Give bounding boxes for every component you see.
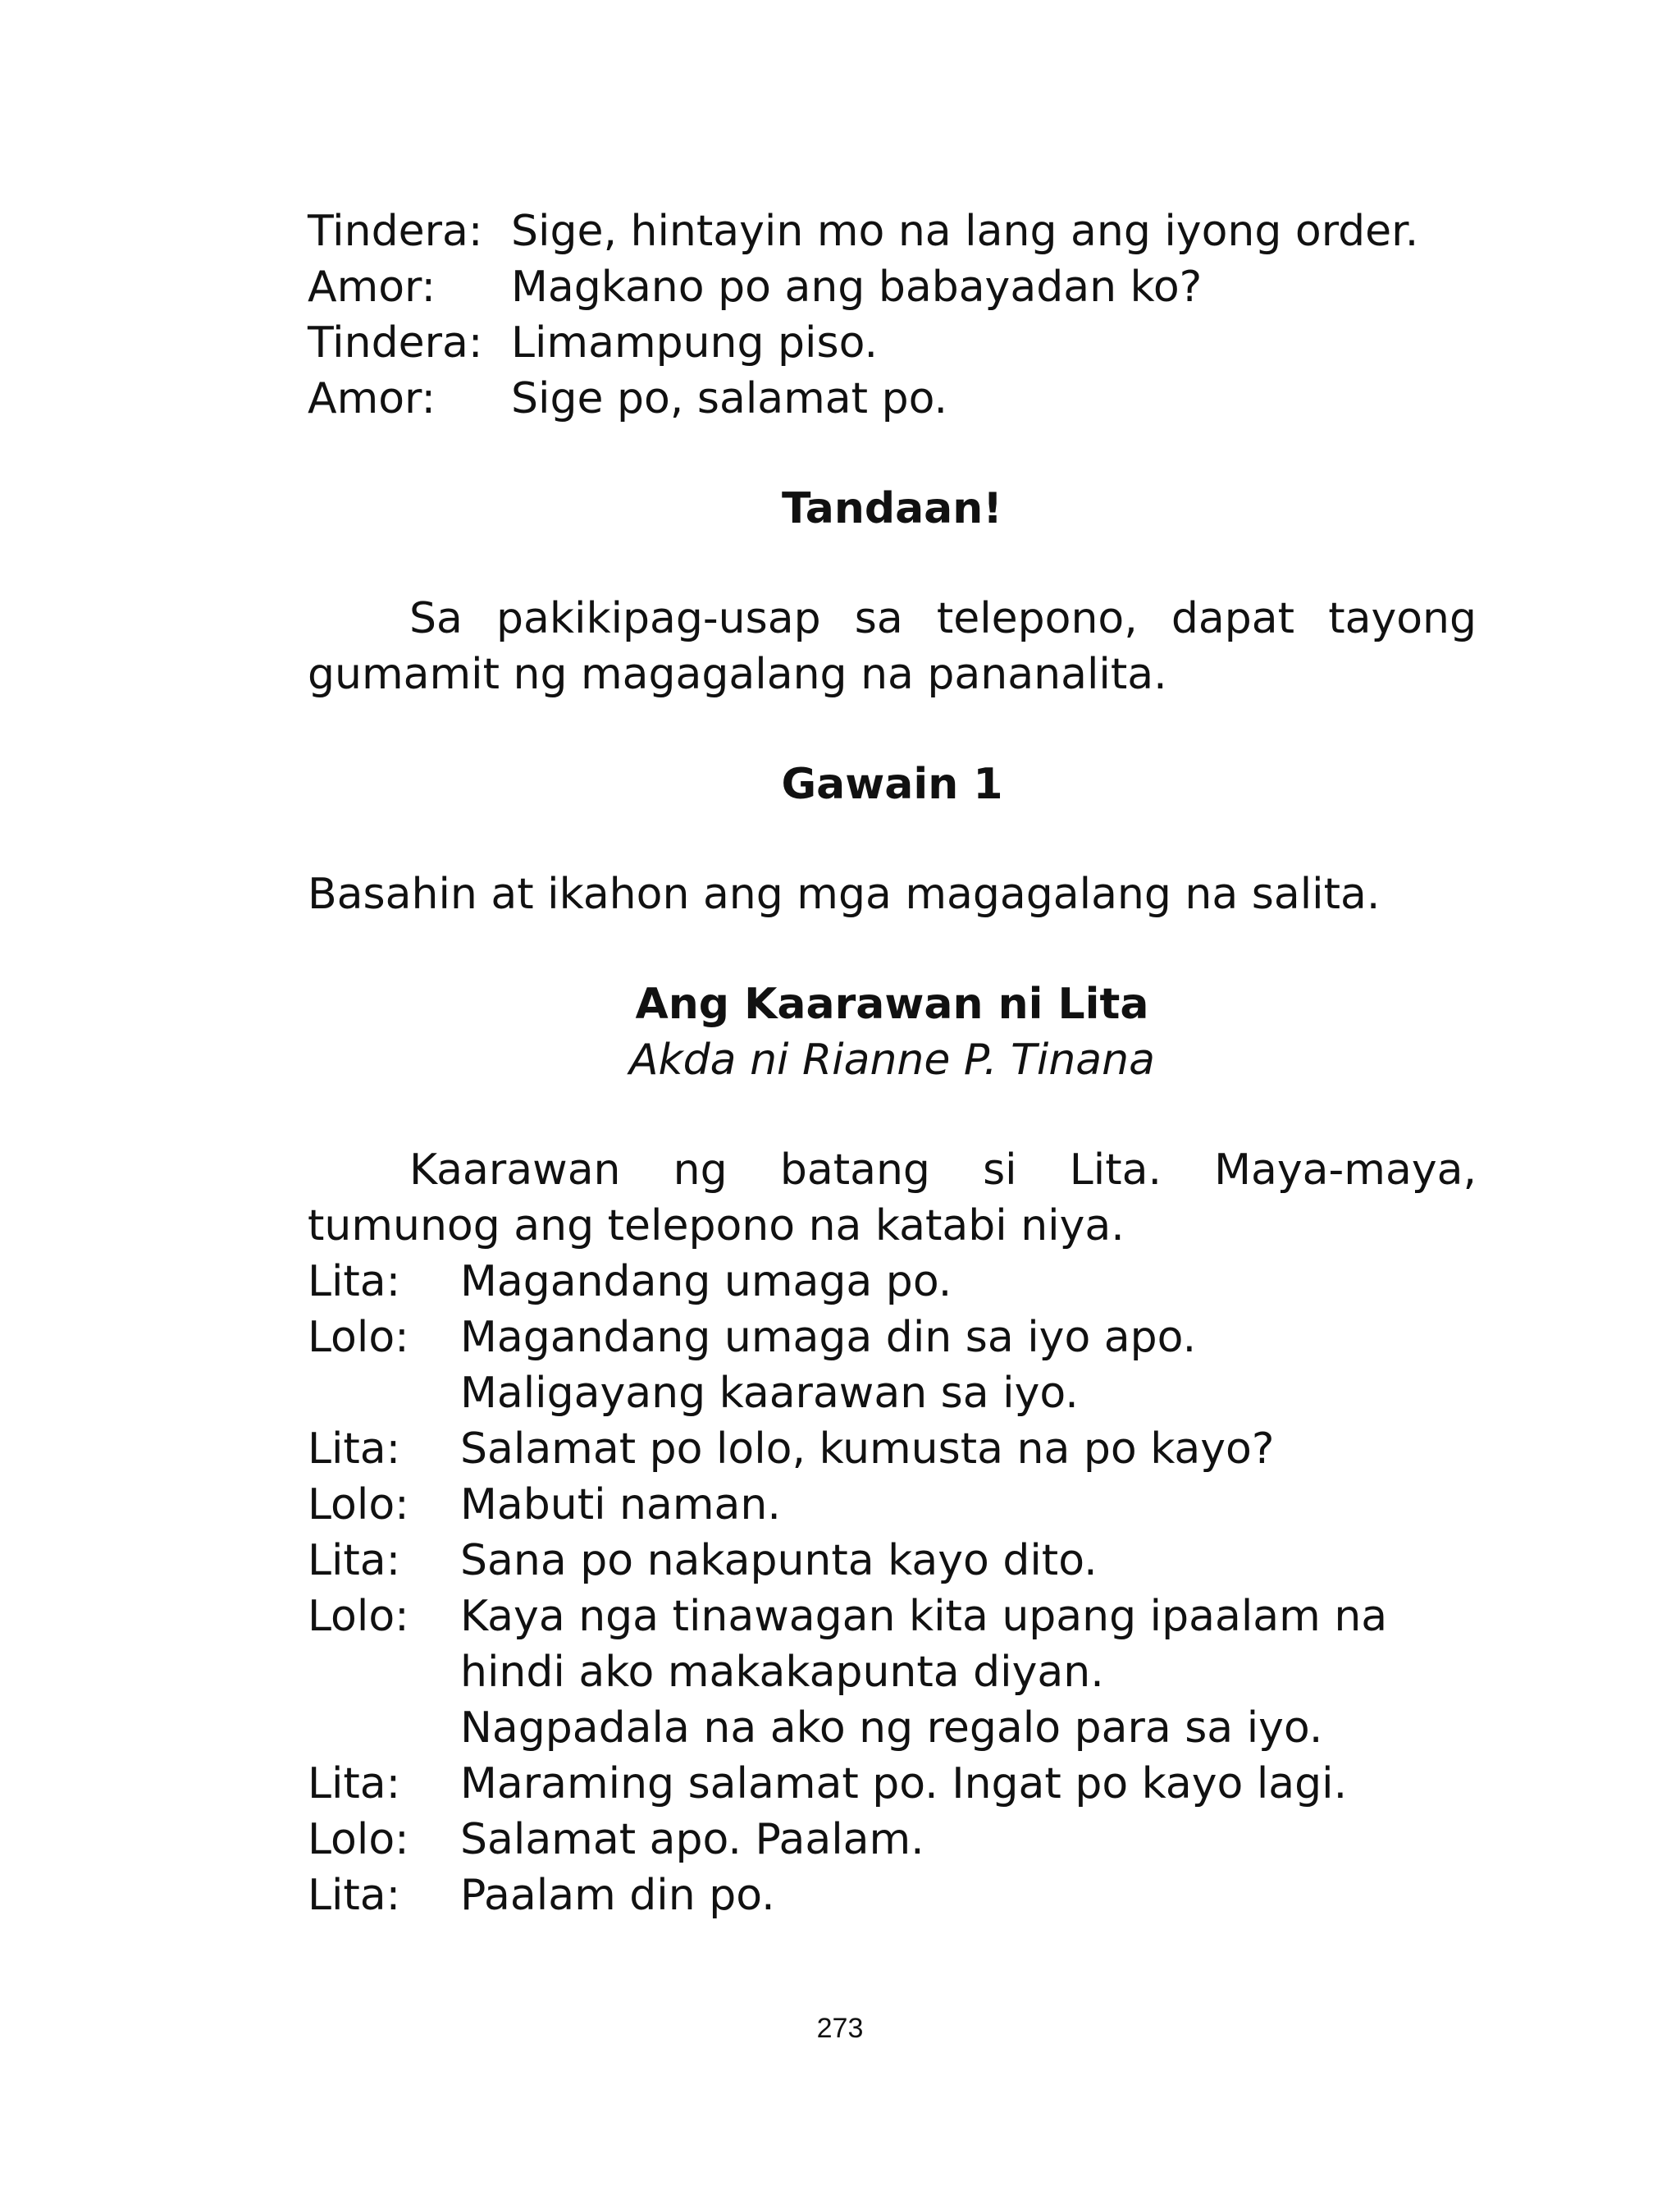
dialogue-text: Mabuti naman.	[460, 1480, 781, 1529]
dialogue-text: Magandang umaga din sa iyo apo.	[460, 1313, 1197, 1362]
speaker-label: Lita:	[308, 1424, 401, 1474]
dialogue-text: Sige po, salamat po.	[511, 374, 948, 423]
dialogue-line	[308, 1644, 1477, 1700]
speaker-label: Lolo:	[308, 1592, 409, 1641]
speaker-label: Tindera:	[308, 318, 483, 368]
dialogue-line	[308, 1365, 1477, 1421]
speaker-label: Lolo:	[308, 1815, 409, 1864]
speaker-label: Lita:	[308, 1871, 401, 1920]
tandaan-heading: Tandaan!	[781, 484, 1002, 533]
speaker-label: Lita:	[308, 1759, 401, 1808]
dialogue-text: Nagpadala na ako ng regalo para sa iyo.	[460, 1703, 1323, 1753]
dialogue-line	[308, 315, 1477, 371]
dialogue-line	[308, 1421, 1477, 1477]
dialogue-text: Maligayang kaarawan sa iyo.	[460, 1369, 1079, 1418]
dialogue-line	[308, 203, 1477, 259]
dialogue-text: Sige, hintayin mo na lang ang iyong order.	[511, 207, 1419, 256]
speaker-label: Lita:	[308, 1257, 401, 1306]
dialogue-text: Magkano po ang babayadan ko?	[511, 263, 1203, 312]
speaker-label: Amor:	[308, 374, 436, 423]
speaker-label	[308, 1700, 460, 1756]
dialogue-line	[308, 1589, 1477, 1644]
dialogue-text: Paalam din po.	[460, 1871, 775, 1920]
dialogue-line	[308, 1254, 1477, 1310]
dialogue-line	[308, 1868, 1477, 1923]
dialogue-text: Kaya nga tinawagan kita upang ipaalam na	[460, 1592, 1388, 1641]
speaker-label: Tindera:	[308, 207, 483, 256]
dialogue-text: Magandang umaga po.	[460, 1257, 952, 1306]
dialogue-block-2	[308, 1254, 1477, 1923]
speaker-label: Lolo:	[308, 1480, 409, 1529]
dialogue-line	[308, 1477, 1477, 1533]
speaker-label	[308, 1644, 460, 1700]
dialogue-text: Salamat po lolo, kumusta na po kayo?	[460, 1424, 1275, 1474]
speaker-label: Amor:	[308, 263, 436, 312]
dialogue-block-1	[308, 203, 1477, 427]
dialogue-line	[308, 1756, 1477, 1812]
story-title: Ang Kaarawan ni Lita	[635, 980, 1149, 1029]
story-author: Akda ni Rianne P. Tinana	[628, 1036, 1155, 1085]
dialogue-line	[308, 259, 1477, 315]
dialogue-line	[308, 1812, 1477, 1868]
dialogue-text: Maraming salamat po. Ingat po kayo lagi.	[460, 1759, 1348, 1808]
dialogue-line	[308, 1700, 1477, 1756]
dialogue-text: Limampung piso.	[511, 318, 879, 368]
dialogue-text: Salamat apo. Paalam.	[460, 1815, 924, 1864]
dialogue-text: Sana po nakapunta kayo dito.	[460, 1536, 1098, 1585]
page-number: 273	[816, 2013, 864, 2044]
dialogue-line	[308, 1310, 1477, 1365]
dialogue-text: hindi ako makakapunta diyan.	[460, 1648, 1104, 1697]
speaker-label: Lolo:	[308, 1313, 409, 1362]
story-intro: Kaarawan ng batang si Lita. Maya-maya, tumunog ang telepono na katabi niya.	[308, 1145, 1477, 1250]
speaker-label: Lita:	[308, 1536, 401, 1585]
gawain-heading: Gawain 1	[781, 760, 1003, 809]
dialogue-line	[308, 371, 1477, 427]
tandaan-paragraph: Sa pakikipag-usap sa telepono, dapat tayong gumamit ng magagalang na pananalita.	[308, 594, 1477, 699]
speaker-label	[308, 1365, 460, 1421]
dialogue-line	[308, 1533, 1477, 1589]
page-content	[308, 203, 1477, 1923]
gawain-instruction: Basahin at ikahon ang mga magagalang na salita.	[308, 870, 1381, 919]
